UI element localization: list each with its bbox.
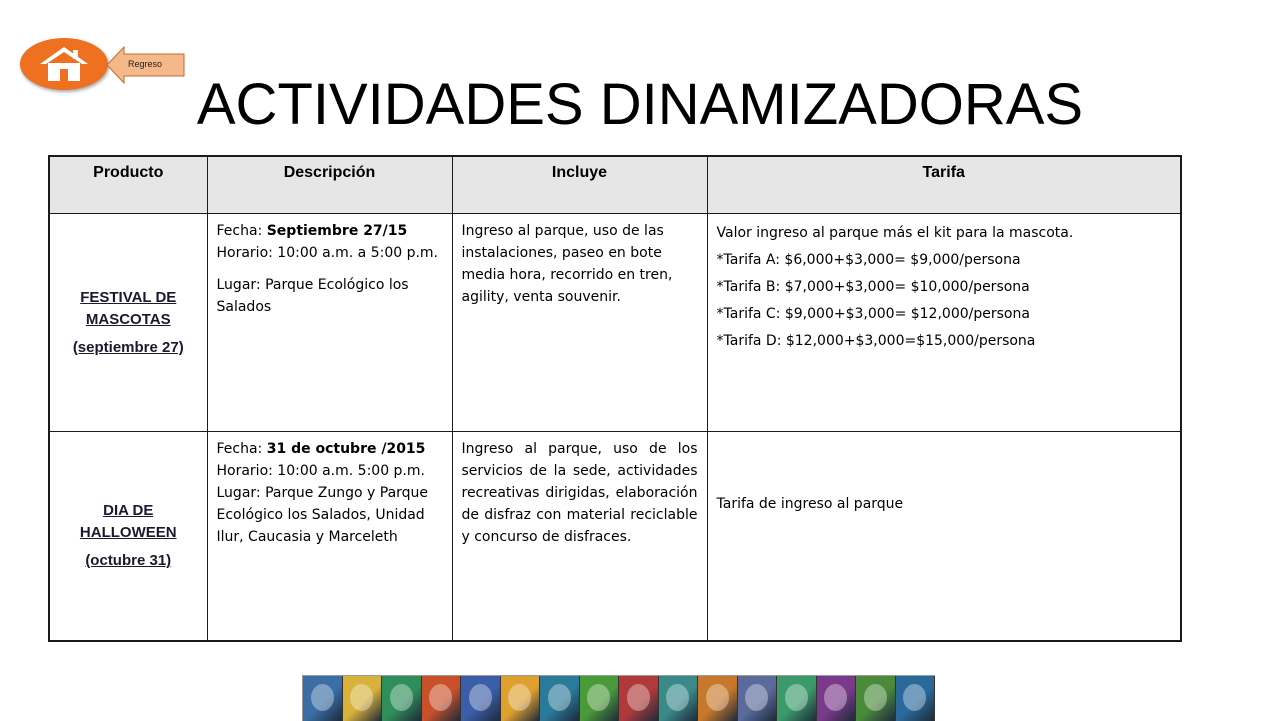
decorative-tile xyxy=(501,676,541,721)
tarifa-line: *Tarifa A: $6,000+$3,000= $9,000/persona xyxy=(716,252,1021,268)
decorative-tile xyxy=(619,676,659,721)
decorative-tile xyxy=(817,676,857,721)
tarifa-line: Valor ingreso al parque más el kit para la mascota. xyxy=(716,225,1074,241)
tarifa-line: *Tarifa B: $7,000+$3,000= $10,000/persona xyxy=(716,279,1030,295)
product-date: (octubre 31) xyxy=(85,552,172,569)
fecha-value: 31 de octubre /2015 xyxy=(266,441,426,457)
includes-cell: Ingreso al parque, uso de los servicios de la sede, actividades recreativas dirigidas, elaboración de disfraz con material reciclable y concurso de disfraces. xyxy=(452,432,707,642)
decorative-tile xyxy=(461,676,501,721)
decorative-tile xyxy=(698,676,738,721)
fecha-line xyxy=(217,438,443,460)
fecha-label: Fecha: xyxy=(216,441,267,457)
decorative-tile xyxy=(659,676,699,721)
fecha-value: Septiembre 27/15 xyxy=(266,223,408,239)
decorative-tile xyxy=(422,676,462,721)
fecha-label: Fecha: xyxy=(216,223,267,239)
back-button-label: Regreso xyxy=(128,59,163,69)
product-cell xyxy=(49,214,207,432)
product-name: DIA DE HALLOWEEN xyxy=(79,502,177,541)
tarifa-cell xyxy=(707,432,1181,642)
product-date: (septiembre 27) xyxy=(72,338,184,356)
horario-line: Horario: 10:00 a.m. a 5:00 p.m. xyxy=(216,245,439,261)
decorative-tile-strip xyxy=(302,675,935,721)
description-cell xyxy=(207,214,452,432)
tarifa-line: *Tarifa C: $9,000+$3,000= $12,000/persona xyxy=(716,306,1030,322)
header-descripcion: Descripción xyxy=(207,156,452,214)
horario-line: Horario: 10:00 a.m. 5:00 p.m. xyxy=(216,463,425,479)
tarifa-cell xyxy=(707,214,1181,432)
decorative-tile xyxy=(896,676,936,721)
product-cell xyxy=(49,432,207,642)
decorative-tile xyxy=(382,676,422,721)
decorative-tile xyxy=(777,676,817,721)
lugar-line: Lugar: Parque Zungo y Parque Ecológico los Salados, Unidad Ilur, Caucasia y Marceleth xyxy=(216,485,429,545)
tarifa-line: Tarifa de ingreso al parque xyxy=(716,496,904,512)
decorative-tile xyxy=(540,676,580,721)
header-tarifa: Tarifa xyxy=(707,156,1181,214)
fecha-line xyxy=(217,220,443,242)
includes-cell: Ingreso al parque, uso de las instalaciones, paseo en bote media hora, recorrido en tren, agility, venta souvenir. xyxy=(452,214,707,432)
decorative-tile xyxy=(856,676,896,721)
description-cell xyxy=(207,432,452,642)
decorative-tile xyxy=(343,676,383,721)
decorative-tile xyxy=(303,676,343,721)
lugar-line: Lugar: Parque Ecológico los Salados xyxy=(216,277,409,315)
decorative-tile xyxy=(580,676,620,721)
decorative-tile xyxy=(738,676,778,721)
tarifa-line: *Tarifa D: $12,000+$3,000=$15,000/persona xyxy=(716,333,1036,349)
page-title: ACTIVIDADES DINAMIZADORAS xyxy=(196,72,1084,137)
spacer xyxy=(217,264,443,274)
header-producto: Producto xyxy=(49,156,207,214)
header-incluye: Incluye xyxy=(452,156,707,214)
table-header-row xyxy=(49,156,1181,214)
table-row xyxy=(49,432,1181,642)
product-name: FESTIVAL DE MASCOTAS xyxy=(80,288,177,328)
activities-table xyxy=(48,155,1182,642)
table-row xyxy=(49,214,1181,432)
